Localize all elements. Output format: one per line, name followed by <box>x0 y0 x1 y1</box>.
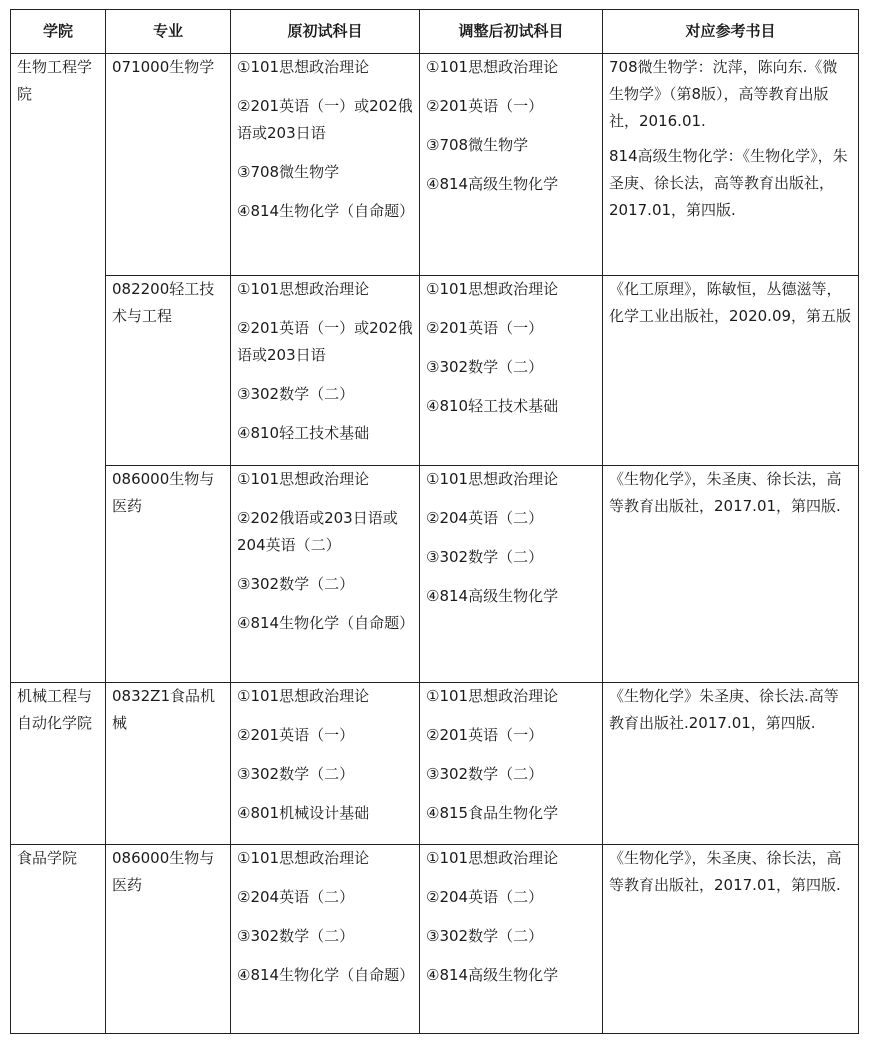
subject-item: ②204英语（二） <box>237 888 355 906</box>
reference-item: 708微生物学：沈萍，陈向东.《微生物学》（第8版），高等教育出版社，2016.01. <box>609 58 838 130</box>
table-row <box>11 845 859 1034</box>
subject-item: ③302数学（二） <box>237 385 355 403</box>
college-cell: 机械工程与自动化学院 <box>11 683 106 845</box>
subject-item: ③302数学（二） <box>426 358 544 376</box>
major-cell: 0832Z1食品机械 <box>106 683 231 845</box>
reference-books-cell <box>603 683 859 845</box>
table-row <box>11 683 859 845</box>
subject-item: ①101思想政治理论 <box>237 849 370 867</box>
subject-item: ③302数学（二） <box>237 575 355 593</box>
subject-item: ④814生物化学（自命题） <box>237 614 415 632</box>
college-cell: 生物工程学院 <box>11 54 106 683</box>
subject-item: ①101思想政治理论 <box>426 849 559 867</box>
major-cell: 086000生物与医药 <box>106 845 231 1034</box>
major-cell: 071000生物学 <box>106 54 231 276</box>
subject-item: ④801机械设计基础 <box>237 804 370 822</box>
exam-subjects-table <box>10 9 859 1034</box>
header-adjusted-subjects: 调整后初试科目 <box>420 10 603 54</box>
reference-books-cell <box>603 276 859 466</box>
table-row <box>11 466 859 683</box>
table-row <box>11 276 859 466</box>
subject-item: ②204英语（二） <box>426 888 544 906</box>
subject-item: ①101思想政治理论 <box>237 470 370 488</box>
original-subjects-cell <box>231 276 420 466</box>
subject-item: ①101思想政治理论 <box>426 470 559 488</box>
reference-item: 814高级生物化学：《生物化学》，朱圣庚、徐长法，高等教育出版社，2017.01，第四版. <box>609 147 848 219</box>
subject-item: ③708微生物学 <box>426 136 529 154</box>
reference-books-cell <box>603 466 859 683</box>
subject-item: ④815食品生物化学 <box>426 804 559 822</box>
header-reference-books: 对应参考书目 <box>603 10 859 54</box>
subject-item: ①101思想政治理论 <box>426 687 559 705</box>
table-row <box>11 54 859 276</box>
subject-item: ③302数学（二） <box>426 927 544 945</box>
subject-item: ①101思想政治理论 <box>237 58 370 76</box>
adjusted-subjects-cell <box>420 54 603 276</box>
adjusted-subjects-cell <box>420 276 603 466</box>
subject-item: ③302数学（二） <box>426 765 544 783</box>
subject-item: ②201英语（一） <box>426 726 544 744</box>
subject-item: ②202俄语或203日语或204英语（二） <box>237 509 398 554</box>
adjusted-subjects-cell <box>420 466 603 683</box>
major-cell: 082200轻工技术与工程 <box>106 276 231 466</box>
subject-item: ①101思想政治理论 <box>237 687 370 705</box>
subject-item: ④814生物化学（自命题） <box>237 966 415 984</box>
college-cell: 食品学院 <box>11 845 106 1034</box>
header-row <box>11 10 859 54</box>
subject-item: ①101思想政治理论 <box>426 58 559 76</box>
adjusted-subjects-cell <box>420 845 603 1034</box>
header-major: 专业 <box>106 10 231 54</box>
original-subjects-cell <box>231 54 420 276</box>
reference-item: 《化工原理》，陈敏恒，丛德滋等，化学工业出版社，2020.09，第五版 <box>609 280 852 325</box>
major-cell: 086000生物与医药 <box>106 466 231 683</box>
subject-item: ②201英语（一）或202俄语或203日语 <box>237 319 413 364</box>
subject-item: ①101思想政治理论 <box>237 280 370 298</box>
subject-item: ②201英语（一） <box>237 726 355 744</box>
reference-item: 《生物化学》朱圣庚、徐长法.高等教育出版社.2017.01，第四版. <box>609 687 839 732</box>
reference-item: 《生物化学》，朱圣庚、徐长法，高等教育出版社，2017.01，第四版. <box>609 470 842 515</box>
subject-item: ③302数学（二） <box>426 548 544 566</box>
subject-item: ③302数学（二） <box>237 927 355 945</box>
subject-item: ①101思想政治理论 <box>426 280 559 298</box>
adjusted-subjects-cell <box>420 683 603 845</box>
subject-item: ②204英语（二） <box>426 509 544 527</box>
subject-item: ②201英语（一） <box>426 97 544 115</box>
subject-item: ②201英语（一） <box>426 319 544 337</box>
original-subjects-cell <box>231 466 420 683</box>
reference-books-cell <box>603 845 859 1034</box>
subject-item: ③302数学（二） <box>237 765 355 783</box>
subject-item: ④810轻工技术基础 <box>426 397 559 415</box>
header-college: 学院 <box>11 10 106 54</box>
original-subjects-cell <box>231 845 420 1034</box>
header-original-subjects: 原初试科目 <box>231 10 420 54</box>
subject-item: ④814生物化学（自命题） <box>237 202 415 220</box>
subject-item: ④814高级生物化学 <box>426 587 559 605</box>
subject-item: ③708微生物学 <box>237 163 340 181</box>
reference-item: 《生物化学》，朱圣庚、徐长法，高等教育出版社，2017.01，第四版. <box>609 849 842 894</box>
subject-item: ④810轻工技术基础 <box>237 424 370 442</box>
subject-item: ④814高级生物化学 <box>426 175 559 193</box>
reference-books-cell <box>603 54 859 276</box>
original-subjects-cell <box>231 683 420 845</box>
subject-item: ②201英语（一）或202俄语或203日语 <box>237 97 413 142</box>
subject-item: ④814高级生物化学 <box>426 966 559 984</box>
